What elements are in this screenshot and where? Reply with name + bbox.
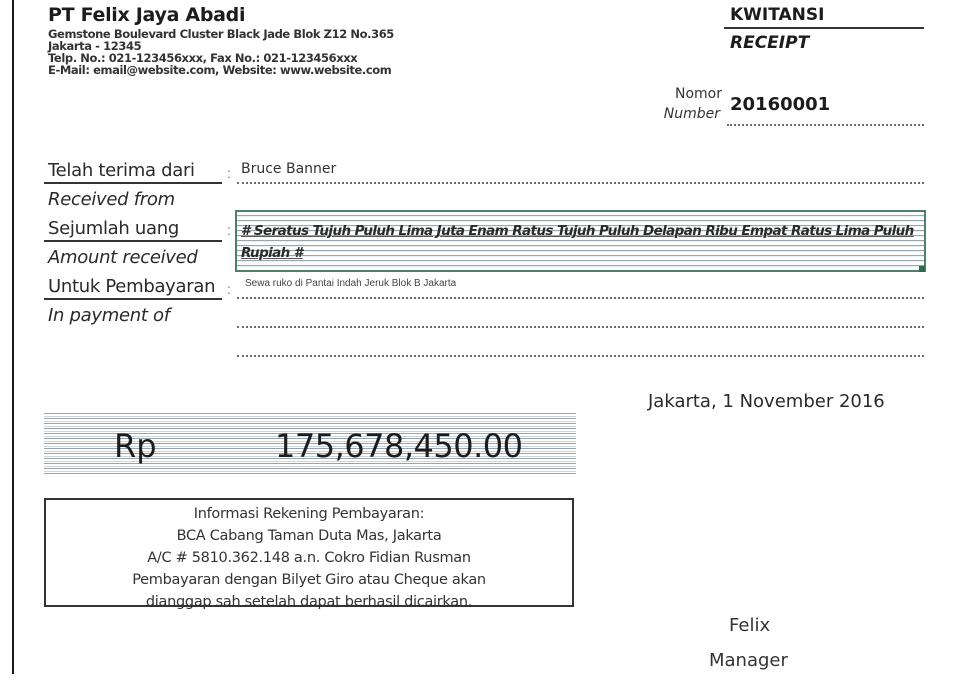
bank-info-line: BCA Cabang Taman Duta Mas, Jakarta [176,528,442,544]
payment-for-underline [44,298,222,300]
amount-value[interactable]: 175,678,450.00 [275,427,523,465]
company-address-line2: Jakarta - 12345 [48,39,142,53]
received-from-underline [44,182,222,184]
payment-for-value[interactable]: Sewa ruko di Pantai Indah Jeruk Blok B Jakarta [245,278,457,289]
amount-words-colon: : [227,222,231,238]
company-email: E-Mail: email@website.com, Website: www.website.com [48,63,392,77]
bank-info-line: A/C # 5810.362.148 a.n. Cokro Fidian Rusman [147,550,471,566]
receipt-number[interactable]: 20160001 [730,94,831,115]
amount-words-underline [44,240,222,242]
amount-words-cell-selected[interactable] [235,210,926,272]
number-dotted-line [727,124,924,126]
received-from-colon: : [227,165,231,181]
payment-for-dotted-line-2 [237,326,924,328]
receipt-subtitle: RECEIPT [730,33,810,53]
signatory-title: Manager [709,650,788,671]
title-underline [724,27,924,29]
received-from-value[interactable]: Bruce Banner [241,161,337,177]
received-from-label-en: Received from [48,189,175,210]
receipt-title: KWITANSI [730,5,825,25]
amount-words-label-en: Amount received [48,247,198,268]
left-margin-rule [12,0,14,674]
company-address-line1: Gemstone Boulevard Cluster Black Jade Blok Z12 No.365 [48,27,394,41]
amount-words-value: # Seratus Tujuh Puluh Lima Juta Enam Ratus Tujuh Puluh Delapan Ribu Empat Ratus Lima Puluh Rupiah # [241,223,914,261]
received-from-label: Telah terima dari [48,160,195,181]
payment-for-label-en: In payment of [48,305,170,326]
received-from-dotted-line [237,182,924,184]
company-name: PT Felix Jaya Abadi [48,4,246,26]
fill-handle[interactable] [919,266,925,272]
bank-info-line: Informasi Rekening Pembayaran: [193,506,425,522]
receipt-date: Jakarta, 1 November 2016 [648,391,885,412]
payment-for-colon: : [227,281,231,297]
bank-info-line: Pembayaran dengan Bilyet Giro atau Cheque akan [132,572,486,588]
payment-for-label: Untuk Pembayaran [48,276,216,297]
number-label: Nomor [675,86,722,102]
currency-label: Rp [114,427,157,465]
signatory-name: Felix [729,615,771,636]
bank-info-box [44,498,574,610]
payment-for-dotted-line-3 [237,355,924,357]
payment-for-dotted-line-1 [237,297,924,299]
bank-info-line: dianggap sah setelah dapat berhasil dicairkan. [145,594,473,610]
number-label-en: Number [663,106,720,122]
company-phone: Telp. No.: 021-123456xxx, Fax No.: 021-123456xxx [48,51,358,65]
amount-words-label: Sejumlah uang [48,218,179,239]
